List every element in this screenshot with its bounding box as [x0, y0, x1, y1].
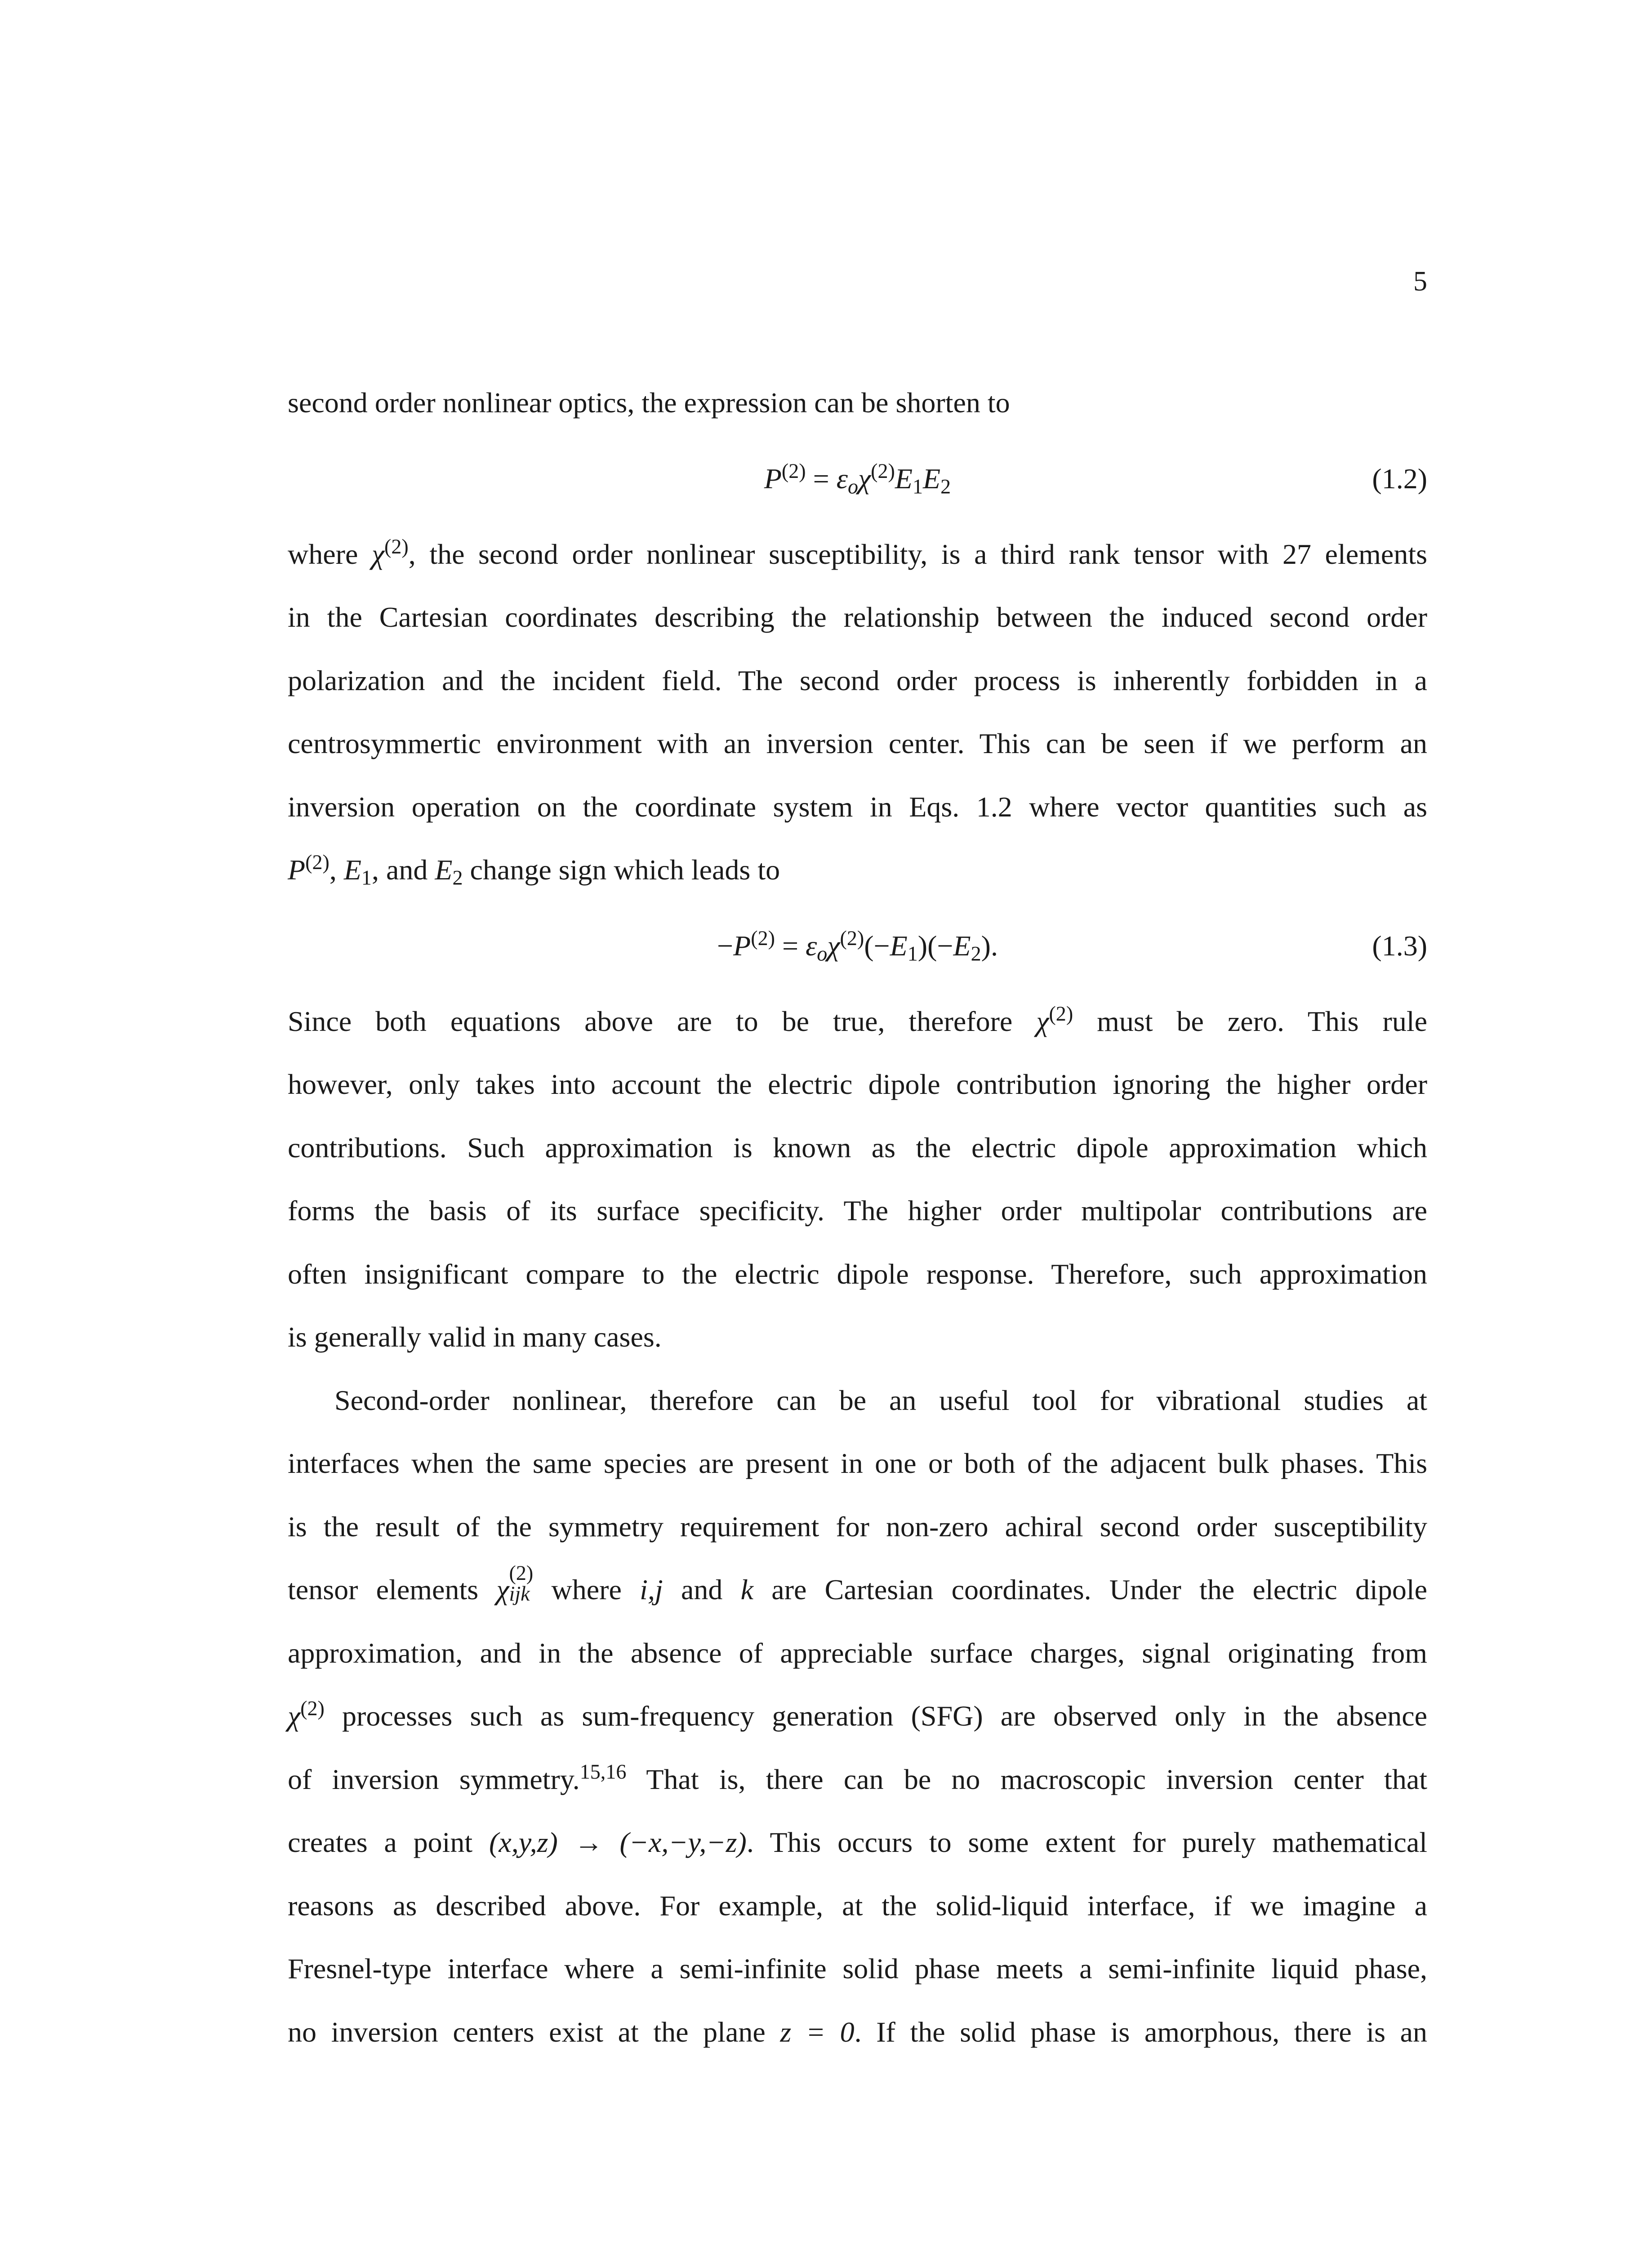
text-line: creates a point (x,y,z) → (−x,−y,−z). This occurs to some extent for purely mathematical [288, 1826, 1428, 1858]
equation-1-3 [288, 902, 1427, 990]
text-line: interfaces when the same species are present in one or both of the adjacent bulk phases. This [288, 1447, 1427, 1479]
text-line: of inversion symmetry.$^{15,16}$ That is, there can be no macroscopic inversion center that [288, 1760, 1428, 1795]
text-line: inversion operation on the coordinate system in Eqs. 1.2 where vector quantities such as [288, 790, 1427, 823]
equation-number: (1.2) [1372, 462, 1427, 495]
text-line: forms the basis of its surface specificity. The higher order multipolar contributions are [288, 1195, 1427, 1227]
text-line: in the Cartesian coordinates describing the relationship between the induced second order [288, 601, 1427, 633]
equation-body: $-P^{(2)} = \varepsilon_o\chi^{(2)}(-E_1)(-E_2)$. [717, 926, 998, 965]
text-line: often insignificant compare to the electric dipole response. Therefore, such approximation [288, 1258, 1427, 1290]
equation-1-2 [288, 435, 1427, 523]
text-line: where $\chi^{(2)}$, the second order nonlinear susceptibility, is a third rank tensor with 27 elements [288, 535, 1428, 570]
equation-body: $P^{(2)} = \varepsilon_o\chi^{(2)}E_1E_2$ [764, 459, 951, 498]
text-line: $P^{(2)}$, $E_1$, and $E_2$ change sign which leads to [288, 850, 780, 889]
text-line: centrosymmertic environment with an inversion center. This can be seen if we perform an [288, 727, 1427, 759]
text-line: however, only takes into account the electric dipole contribution ignoring the higher order [288, 1068, 1427, 1100]
text-line: no inversion centers exist at the plane z = 0. If the solid phase is amorphous, there is an [288, 2016, 1428, 2048]
body-text [288, 371, 1427, 2064]
text-line: reasons as described above. For example, at the solid-liquid interface, if we imagine a [288, 1889, 1427, 1922]
text-line: polarization and the incident field. The second order process is inherently forbidden in a [288, 664, 1427, 696]
text-line: is generally valid in many cases. [288, 1321, 662, 1353]
text-line: $\chi^{(2)}$ processes such as sum-frequency generation (SFG) are observed only in the absence [288, 1696, 1427, 1732]
page-number: 5 [1413, 266, 1427, 297]
text-line: tensor elements χ (2) ijk where i,j and k are Cartesian coordinates. Under the electric dipole [288, 1561, 1428, 1606]
text-line: Fresnel-type interface where a semi-infinite solid phase meets a semi-infinite liquid phase, [288, 1953, 1427, 1985]
text-line: contributions. Such approximation is known as the electric dipole approximation which [288, 1131, 1427, 1164]
text-line: second order nonlinear optics, the expression can be shorten to [288, 387, 1010, 419]
text-line: Second-order nonlinear, therefore can be an useful tool for vibrational studies at [334, 1384, 1427, 1416]
chi-ijk-scripts: (2) ijk [509, 1561, 534, 1606]
text-line: is the result of the symmetry requirement for non-zero achiral second order susceptibility [288, 1510, 1427, 1543]
text-line: Since both equations above are to be true, therefore $\chi^{(2)}$ must be zero. This rule [288, 1002, 1428, 1037]
text-line: approximation, and in the absence of appreciable surface charges, signal originating from [288, 1637, 1427, 1669]
citation: 15,16 [579, 1760, 627, 1783]
equation-number: (1.3) [1372, 929, 1427, 962]
